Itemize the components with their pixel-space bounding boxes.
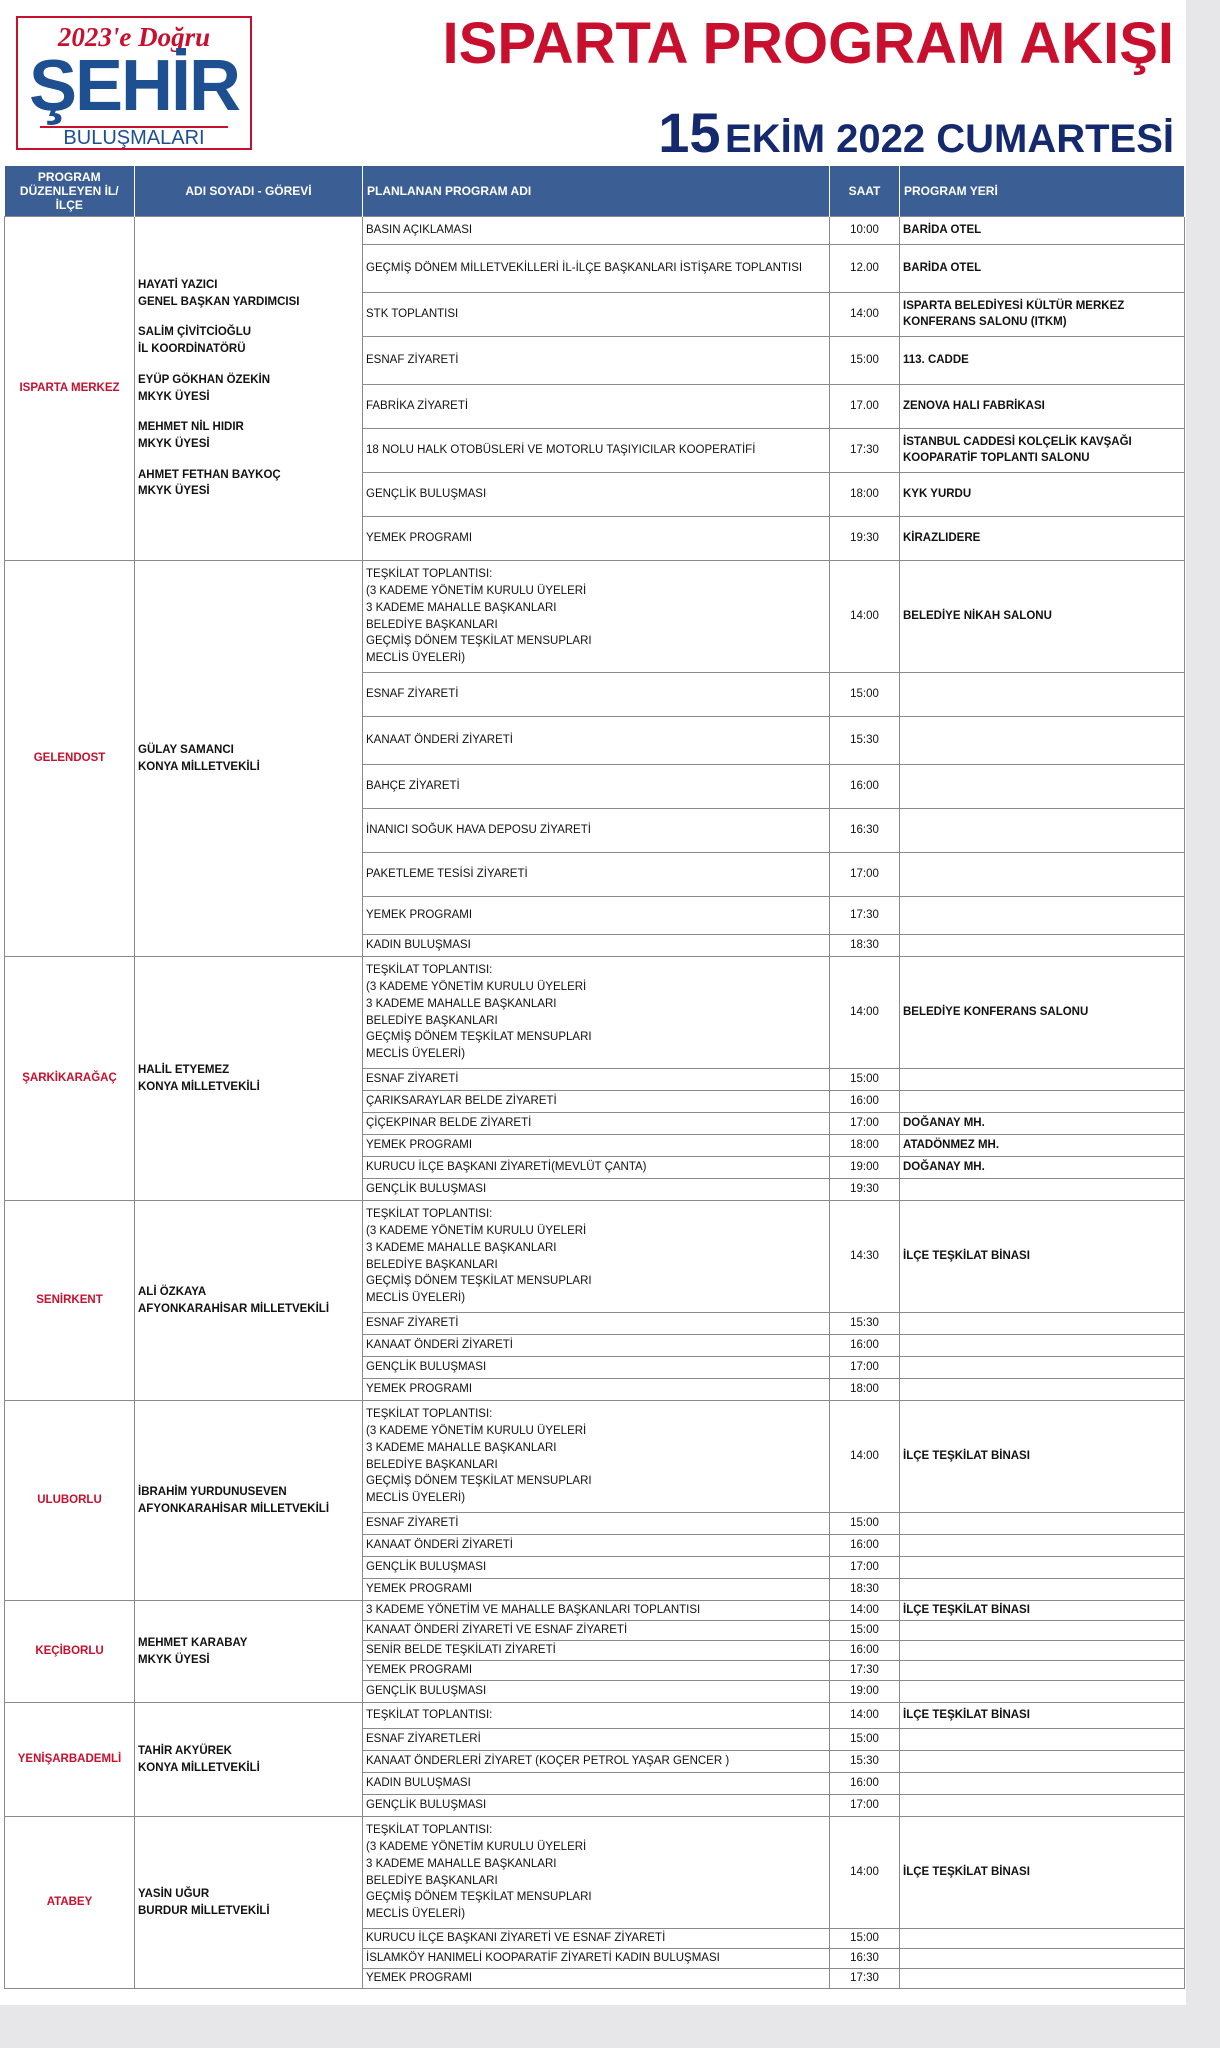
table-row: [5, 1703, 1185, 1729]
program-cell: ÇARIKSARAYLAR BELDE ZİYARETİ: [363, 1091, 830, 1113]
program-cell: ESNAF ZİYARETİ: [363, 337, 830, 385]
location-cell: [900, 853, 1185, 897]
time-cell: 18:30: [830, 1579, 900, 1601]
location-cell: [900, 1535, 1185, 1557]
district-cell: ULUBORLU: [5, 1401, 135, 1601]
location-cell: DOĞANAY MH.: [900, 1157, 1185, 1179]
date-day: 15: [658, 101, 721, 164]
location-cell: İLÇE TEŞKİLAT BİNASI: [900, 1201, 1185, 1313]
person-cell: [135, 561, 363, 957]
location-cell: BARİDA OTEL: [900, 245, 1185, 293]
location-cell: [900, 717, 1185, 765]
time-cell: 15:00: [830, 337, 900, 385]
person-role: GENEL BAŞKAN YARDIMCISI: [138, 295, 300, 308]
table-header-row: [5, 166, 1185, 217]
column-header-yer: PROGRAM YERİ: [900, 166, 1185, 217]
district-cell: ŞARKİKARAĞAÇ: [5, 957, 135, 1201]
person-role: MKYK ÜYESİ: [138, 390, 210, 403]
district-cell: GELENDOST: [5, 561, 135, 957]
location-cell: BELEDİYE KONFERANS SALONU: [900, 957, 1185, 1069]
person-entry: [138, 419, 359, 452]
location-cell: [900, 1069, 1185, 1091]
location-cell: [900, 1621, 1185, 1641]
time-cell: 15:00: [830, 1069, 900, 1091]
date-rest: EKİM 2022 CUMARTESİ: [725, 117, 1174, 161]
location-cell: İLÇE TEŞKİLAT BİNASI: [900, 1703, 1185, 1729]
person-entry: [138, 467, 359, 500]
program-cell: KANAAT ÖNDERİ ZİYARETİ: [363, 717, 830, 765]
district-cell: SENİRKENT: [5, 1201, 135, 1401]
location-cell: [900, 1179, 1185, 1201]
time-cell: 16:00: [830, 765, 900, 809]
time-cell: 15:00: [830, 673, 900, 717]
time-cell: 14:00: [830, 1703, 900, 1729]
program-cell: KURUCU İLÇE BAŞKANI ZİYARETİ VE ESNAF ZİYARETİ: [363, 1929, 830, 1949]
location-cell: BELEDİYE NİKAH SALONU: [900, 561, 1185, 673]
location-cell: [900, 1557, 1185, 1579]
time-cell: 17:00: [830, 1113, 900, 1135]
person-cell: [135, 1201, 363, 1401]
time-cell: 17:30: [830, 429, 900, 473]
location-cell: KYK YURDU: [900, 473, 1185, 517]
program-cell: BAHÇE ZİYARETİ: [363, 765, 830, 809]
person-entry: [138, 1062, 359, 1095]
district-cell: ISPARTA MERKEZ: [5, 217, 135, 561]
location-cell: [900, 1513, 1185, 1535]
person-cell: [135, 1601, 363, 1703]
time-cell: 19:30: [830, 517, 900, 561]
time-cell: 16:00: [830, 1773, 900, 1795]
time-cell: 15:30: [830, 717, 900, 765]
location-cell: [900, 1751, 1185, 1773]
location-cell: [900, 673, 1185, 717]
time-cell: 17:30: [830, 897, 900, 935]
program-cell: İSLAMKÖY HANIMELİ KOOPARATİF ZİYARETİ KADIN BULUŞMASI: [363, 1949, 830, 1969]
table-row: [5, 1601, 1185, 1621]
program-cell: YEMEK PROGRAMI: [363, 1661, 830, 1681]
time-cell: 18:00: [830, 473, 900, 517]
page-title: ISPARTA PROGRAM AKIŞI: [442, 11, 1174, 76]
program-cell: GENÇLİK BULUŞMASI: [363, 1795, 830, 1817]
column-header-program: PLANLANAN PROGRAM ADI: [363, 166, 830, 217]
time-cell: 12.00: [830, 245, 900, 293]
person-role: BURDUR MİLLETVEKİLİ: [138, 1904, 270, 1917]
column-header-saat: SAAT: [830, 166, 900, 217]
program-cell: YEMEK PROGRAMI: [363, 1969, 830, 1989]
district-cell: ATABEY: [5, 1817, 135, 1989]
person-name: YASİN UĞUR: [138, 1887, 210, 1900]
program-cell: GENÇLİK BULUŞMASI: [363, 1357, 830, 1379]
person-name: AHMET FETHAN BAYKOÇ: [138, 468, 281, 481]
location-cell: [900, 1091, 1185, 1113]
time-cell: 18:30: [830, 935, 900, 957]
person-name: MEHMET KARABAY: [138, 1636, 248, 1649]
time-cell: 19:30: [830, 1179, 900, 1201]
person-role: MKYK ÜYESİ: [138, 485, 210, 498]
person-role: AFYONKARAHİSAR MİLLETVEKİLİ: [138, 1302, 330, 1315]
program-cell: GENÇLİK BULUŞMASI: [363, 1681, 830, 1703]
program-cell: KADIN BULUŞMASI: [363, 1773, 830, 1795]
time-cell: 16:30: [830, 809, 900, 853]
table-body: [5, 217, 1185, 1989]
program-cell: ESNAF ZİYARETLERİ: [363, 1729, 830, 1751]
location-cell: [900, 1357, 1185, 1379]
time-cell: 15:00: [830, 1729, 900, 1751]
sehir-bulusmalari-logo: [16, 16, 252, 150]
location-cell: ISPARTA BELEDİYESİ KÜLTÜR MERKEZ KONFERANS SALONU (ITKM): [900, 293, 1185, 337]
program-cell: TEŞKİLAT TOPLANTISI: (3 KADEME YÖNETİM KURULU ÜYELERİ 3 KADEME MAHALLE BAŞKANLARI BELEDİYE BAŞKANLARI GEÇMİŞ DÖNEM TEŞKİLAT MENSUPLARI MECLİS ÜYELERİ): [363, 561, 830, 673]
location-cell: DOĞANAY MH.: [900, 1113, 1185, 1135]
time-cell: 15:00: [830, 1929, 900, 1949]
program-cell: GENÇLİK BULUŞMASI: [363, 1557, 830, 1579]
time-cell: 14:00: [830, 957, 900, 1069]
table-row: [5, 1201, 1185, 1313]
location-cell: İLÇE TEŞKİLAT BİNASI: [900, 1401, 1185, 1513]
location-cell: [900, 1579, 1185, 1601]
time-cell: 17:30: [830, 1969, 900, 1989]
person-cell: [135, 1703, 363, 1817]
person-entry: [138, 1743, 359, 1776]
location-cell: [900, 1681, 1185, 1703]
location-cell: [900, 1641, 1185, 1661]
person-entry: [138, 1484, 359, 1517]
program-cell: KANAAT ÖNDERLERİ ZİYARET (KOÇER PETROL YAŞAR GENCER ): [363, 1751, 830, 1773]
time-cell: 17:00: [830, 853, 900, 897]
location-cell: [900, 1795, 1185, 1817]
person-role: MKYK ÜYESİ: [138, 1653, 210, 1666]
program-table: [4, 166, 1185, 1989]
person-entry: [138, 277, 359, 310]
person-entry: [138, 372, 359, 405]
time-cell: 15:30: [830, 1751, 900, 1773]
table-row: [5, 561, 1185, 673]
time-cell: 10:00: [830, 217, 900, 245]
person-name: TAHİR AKYÜREK: [138, 1744, 232, 1757]
time-cell: 16:00: [830, 1535, 900, 1557]
program-cell: SENİR BELDE TEŞKİLATI ZİYARETİ: [363, 1641, 830, 1661]
program-cell: STK TOPLANTISI: [363, 293, 830, 337]
program-cell: GENÇLİK BULUŞMASI: [363, 473, 830, 517]
program-cell: YEMEK PROGRAMI: [363, 517, 830, 561]
person-cell: [135, 957, 363, 1201]
time-cell: 19:00: [830, 1157, 900, 1179]
time-cell: 16:30: [830, 1949, 900, 1969]
table-row: [5, 217, 1185, 245]
program-cell: TEŞKİLAT TOPLANTISI: (3 KADEME YÖNETİM KURULU ÜYELERİ 3 KADEME MAHALLE BAŞKANLARI BELEDİYE BAŞKANLARI GEÇMİŞ DÖNEM TEŞKİLAT MENSUPLARI MECLİS ÜYELERİ): [363, 1401, 830, 1513]
program-cell: TEŞKİLAT TOPLANTISI: (3 KADEME YÖNETİM KURULU ÜYELERİ 3 KADEME MAHALLE BAŞKANLARI BELEDİYE BAŞKANLARI GEÇMİŞ DÖNEM TEŞKİLAT MENSUPLARI MECLİS ÜYELERİ): [363, 1817, 830, 1929]
person-name: ALİ ÖZKAYA: [138, 1285, 207, 1298]
person-role: MKYK ÜYESİ: [138, 437, 210, 450]
person-entry: [138, 1886, 359, 1919]
program-cell: KADIN BULUŞMASI: [363, 935, 830, 957]
location-cell: 113. CADDE: [900, 337, 1185, 385]
column-header-ad: ADI SOYADI - GÖREVİ: [135, 166, 363, 217]
location-cell: [900, 1313, 1185, 1335]
person-name: EYÜP GÖKHAN ÖZEKİN: [138, 373, 271, 386]
time-cell: 14:00: [830, 1601, 900, 1621]
program-cell: KANAAT ÖNDERİ ZİYARETİ VE ESNAF ZİYARETİ: [363, 1621, 830, 1641]
time-cell: 16:00: [830, 1335, 900, 1357]
time-cell: 16:00: [830, 1641, 900, 1661]
person-role: KONYA MİLLETVEKİLİ: [138, 1080, 260, 1093]
program-cell: YEMEK PROGRAMI: [363, 1579, 830, 1601]
page-date: [658, 100, 1174, 165]
program-cell: ÇİÇEKPINAR BELDE ZİYARETİ: [363, 1113, 830, 1135]
person-entry: [138, 1635, 359, 1668]
person-role: İL KOORDİNATÖRÜ: [138, 343, 246, 356]
location-cell: İLÇE TEŞKİLAT BİNASI: [900, 1601, 1185, 1621]
location-cell: KİRAZLIDERE: [900, 517, 1185, 561]
time-cell: 18:00: [830, 1379, 900, 1401]
program-cell: ESNAF ZİYARETİ: [363, 1069, 830, 1091]
program-cell: İNANICI SOĞUK HAVA DEPOSU ZİYARETİ: [363, 809, 830, 853]
program-cell: KANAAT ÖNDERİ ZİYARETİ: [363, 1335, 830, 1357]
location-cell: İLÇE TEŞKİLAT BİNASI: [900, 1817, 1185, 1929]
program-cell: TEŞKİLAT TOPLANTISI: (3 KADEME YÖNETİM KURULU ÜYELERİ 3 KADEME MAHALLE BAŞKANLARI BELEDİYE BAŞKANLARI GEÇMİŞ DÖNEM TEŞKİLAT MENSUPLARI MECLİS ÜYELERİ): [363, 1201, 830, 1313]
time-cell: 17.00: [830, 385, 900, 429]
logo-subtitle: BULUŞMALARI: [40, 126, 228, 150]
location-cell: [900, 935, 1185, 957]
person-name: İBRAHİM YURDUNUSEVEN: [138, 1485, 287, 1498]
person-cell: [135, 1817, 363, 1989]
program-cell: KANAAT ÖNDERİ ZİYARETİ: [363, 1535, 830, 1557]
person-name: HALİL ETYEMEZ: [138, 1063, 230, 1076]
time-cell: 14:00: [830, 293, 900, 337]
location-cell: ATADÖNMEZ MH.: [900, 1135, 1185, 1157]
program-cell: YEMEK PROGRAMI: [363, 1379, 830, 1401]
person-entry: [138, 324, 359, 357]
program-cell: BASIN AÇIKLAMASI: [363, 217, 830, 245]
logo-slogan: 2023'e Doğru: [57, 22, 211, 52]
program-cell: GENÇLİK BULUŞMASI: [363, 1179, 830, 1201]
time-cell: 15:00: [830, 1513, 900, 1535]
time-cell: 14:30: [830, 1201, 900, 1313]
time-cell: 17:30: [830, 1661, 900, 1681]
location-cell: [900, 1949, 1185, 1969]
district-cell: YENİŞARBADEMLİ: [5, 1703, 135, 1817]
person-name: GÜLAY SAMANCI: [138, 743, 234, 756]
table-row: [5, 1401, 1185, 1513]
program-cell: TEŞKİLAT TOPLANTISI:: [363, 1703, 830, 1729]
program-cell: ESNAF ZİYARETİ: [363, 1313, 830, 1335]
person-role: AFYONKARAHİSAR MİLLETVEKİLİ: [138, 1502, 330, 1515]
program-cell: KURUCU İLÇE BAŞKANI ZİYARETİ(MEVLÜT ÇANTA): [363, 1157, 830, 1179]
time-cell: 15:00: [830, 1621, 900, 1641]
location-cell: [900, 897, 1185, 935]
time-cell: 14:00: [830, 1401, 900, 1513]
time-cell: 19:00: [830, 1681, 900, 1703]
location-cell: [900, 1729, 1185, 1751]
location-cell: [900, 809, 1185, 853]
location-cell: [900, 1335, 1185, 1357]
person-entry: [138, 1284, 359, 1317]
program-cell: YEMEK PROGRAMI: [363, 1135, 830, 1157]
time-cell: 14:00: [830, 561, 900, 673]
time-cell: 14:00: [830, 1817, 900, 1929]
location-cell: [900, 765, 1185, 809]
person-cell: [135, 217, 363, 561]
district-cell: KEÇİBORLU: [5, 1601, 135, 1703]
location-cell: [900, 1929, 1185, 1949]
program-cell: YEMEK PROGRAMI: [363, 897, 830, 935]
location-cell: [900, 1661, 1185, 1681]
program-cell: FABRİKA ZİYARETİ: [363, 385, 830, 429]
person-name: MEHMET NİL HIDIR: [138, 421, 244, 434]
logo-wordmark: ŞEHİR: [28, 46, 240, 126]
program-cell: GEÇMİŞ DÖNEM MİLLETVEKİLLERİ İL-İLÇE BAŞKANLARI İSTİŞARE TOPLANTISI: [363, 245, 830, 293]
location-cell: [900, 1379, 1185, 1401]
time-cell: 16:00: [830, 1091, 900, 1113]
location-cell: BARİDA OTEL: [900, 217, 1185, 245]
time-cell: 17:00: [830, 1557, 900, 1579]
program-cell: TEŞKİLAT TOPLANTISI: (3 KADEME YÖNETİM KURULU ÜYELERİ 3 KADEME MAHALLE BAŞKANLARI BELEDİYE BAŞKANLARI GEÇMİŞ DÖNEM TEŞKİLAT MENSUPLARI MECLİS ÜYELERİ): [363, 957, 830, 1069]
table-row: [5, 957, 1185, 1069]
location-cell: [900, 1969, 1185, 1989]
time-cell: 18:00: [830, 1135, 900, 1157]
location-cell: ZENOVA HALI FABRİKASI: [900, 385, 1185, 429]
location-cell: [900, 1773, 1185, 1795]
program-cell: 18 NOLU HALK OTOBÜSLERİ VE MOTORLU TAŞIYICILAR KOOPERATİFİ: [363, 429, 830, 473]
column-header-il: PROGRAM DÜZENLEYEN İL/İLÇE: [5, 166, 135, 217]
time-cell: 17:00: [830, 1357, 900, 1379]
table-row: [5, 1817, 1185, 1929]
person-role: KONYA MİLLETVEKİLİ: [138, 760, 260, 773]
person-cell: [135, 1401, 363, 1601]
person-name: HAYATİ YAZICI: [138, 279, 218, 292]
time-cell: 15:30: [830, 1313, 900, 1335]
time-cell: 17:00: [830, 1795, 900, 1817]
location-cell: İSTANBUL CADDESİ KOLÇELİK KAVŞAĞI KOOPARATİF TOPLANTI SALONU: [900, 429, 1185, 473]
program-cell: ESNAF ZİYARETİ: [363, 673, 830, 717]
program-cell: ESNAF ZİYARETİ: [363, 1513, 830, 1535]
person-entry: [138, 742, 359, 775]
program-cell: 3 KADEME YÖNETİM VE MAHALLE BAŞKANLARI TOPLANTISI: [363, 1601, 830, 1621]
program-cell: PAKETLEME TESİSİ ZİYARETİ: [363, 853, 830, 897]
person-name: SALİM ÇİVİTCİOĞLU: [138, 326, 252, 339]
person-role: KONYA MİLLETVEKİLİ: [138, 1761, 260, 1774]
